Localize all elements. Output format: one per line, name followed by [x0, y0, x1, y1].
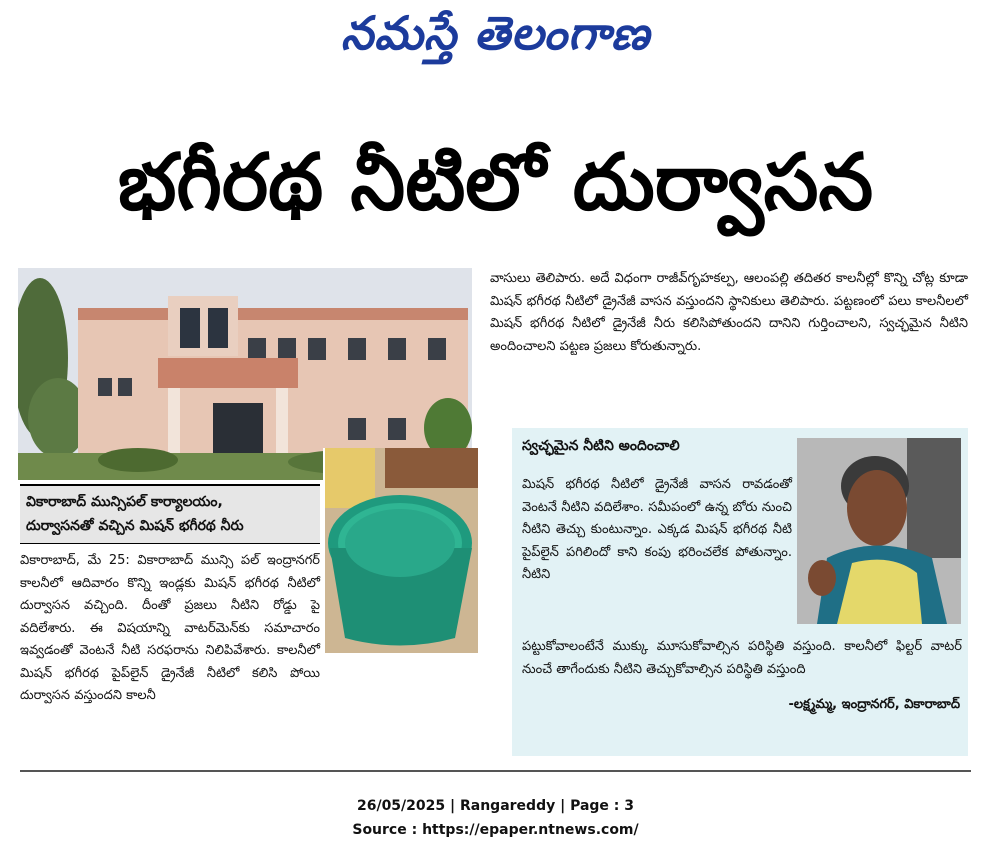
- photo-caption: [20, 484, 320, 544]
- footer-edition-info: 26/05/2025 | Rangareddy | Page : 3: [356, 798, 635, 814]
- quote-box-signature: -లక్ష్మమ్మ, ఇంద్రానగర్, వికారాబాద్: [788, 697, 960, 712]
- left-column-paragraph: వికారాబాద్, మే 25: వికారాబాద్ మున్సి పల్ ఇంద్రానగర్ కాలనీలో ఆదివారం కొన్ని ఇండ్లకు మిషన్ భగీరథ నీటిలో దుర్వాసన వచ్చింది. దీంతో ప్రజలు నీటిని రోడ్డు పై వదిలేశారు. ఈ విషయాన్ని వాటర్‌మెన్‌కు సమాచారం ఇవ్వడంతో వెంటనే నీటి సరఫరాను నిలిపివేశారు. కాలనీలో మిషన్ భగీరథ పైప్‌లైన్ డ్రైనేజీ నీటిలో కలిసి పోయి దుర్వాసన వస్తుందని కాలనీ: [20, 553, 320, 703]
- quote-box-text-continued: పట్టుకోవాలంటేనే ముక్కు మూసుకోవాల్సిన పరిస్థితి వస్తుంది. కాలనీలో ఫిల్టర్ వాటర్ నుంచే తాగేందుకు నీటిని తెచ్చుకోవాల్సిన పరిస్థితి వస్తుంది: [522, 639, 962, 677]
- right-column-paragraph: వాసులు తెలిపారు. అదే విధంగా రాజీవ్‌గృహకల్ప, ఆలంపల్లి తదితర కాలనీల్లో కొన్ని చోట్ల కూడా మిషన్ భగీరథ నీటిలో డ్రైనేజీ వాసన వస్తుందని స్థానికులు తెలిపారు. పట్టణంలో పలు కాలనీలలో మిషన్ భగీరథ నీటిలో డ్రైనేజీ నీరు కలిసిపోతుందని దానిని గుర్తించాలని, స్వచ్ఛమైన నీటిని అందించాలని పట్టణ ప్రజలు కోరుతున్నారు.: [490, 271, 968, 354]
- woman-portrait-illustration: [797, 438, 961, 624]
- quote-box-title: స్వచ్ఛమైన నీటిని అందించాలి: [522, 438, 680, 454]
- quote-box-text: మిషన్ భగీరథ నీటిలో డ్రైనేజీ వాసన రావడంతో వెంటనే నీటిని వదిలేశాం. సమీపంలో ఉన్న బోరు నుంచి నీటిని తెచ్చు కుంటున్నాం. ఎక్కడ మిషన్ భగీరథ నీటి పైప్‌లైన్ పగిలిందో కాని కంపు భరించలేక పోతున్నాం. నీటిని: [522, 477, 792, 582]
- footer-source: Source : https://epaper.ntnews.com/: [352, 822, 639, 838]
- right-column-text: [490, 268, 968, 358]
- bottom-divider: [20, 770, 971, 772]
- photo-caption-line-1: వికారాబాద్ మున్సిపల్ కార్యాలయం,: [26, 494, 223, 510]
- photo-caption-line-2: దుర్వాసనతో వచ్చిన మిషన్ భగీరథ నీరు: [26, 518, 244, 534]
- masthead-logo: నమస్తే తెలంగాణ: [340, 6, 651, 60]
- article-headline: భగీరథ నీటిలో దుర్వాసన: [117, 138, 874, 228]
- left-column-text: [20, 550, 476, 708]
- interviewee-photo: [797, 438, 961, 624]
